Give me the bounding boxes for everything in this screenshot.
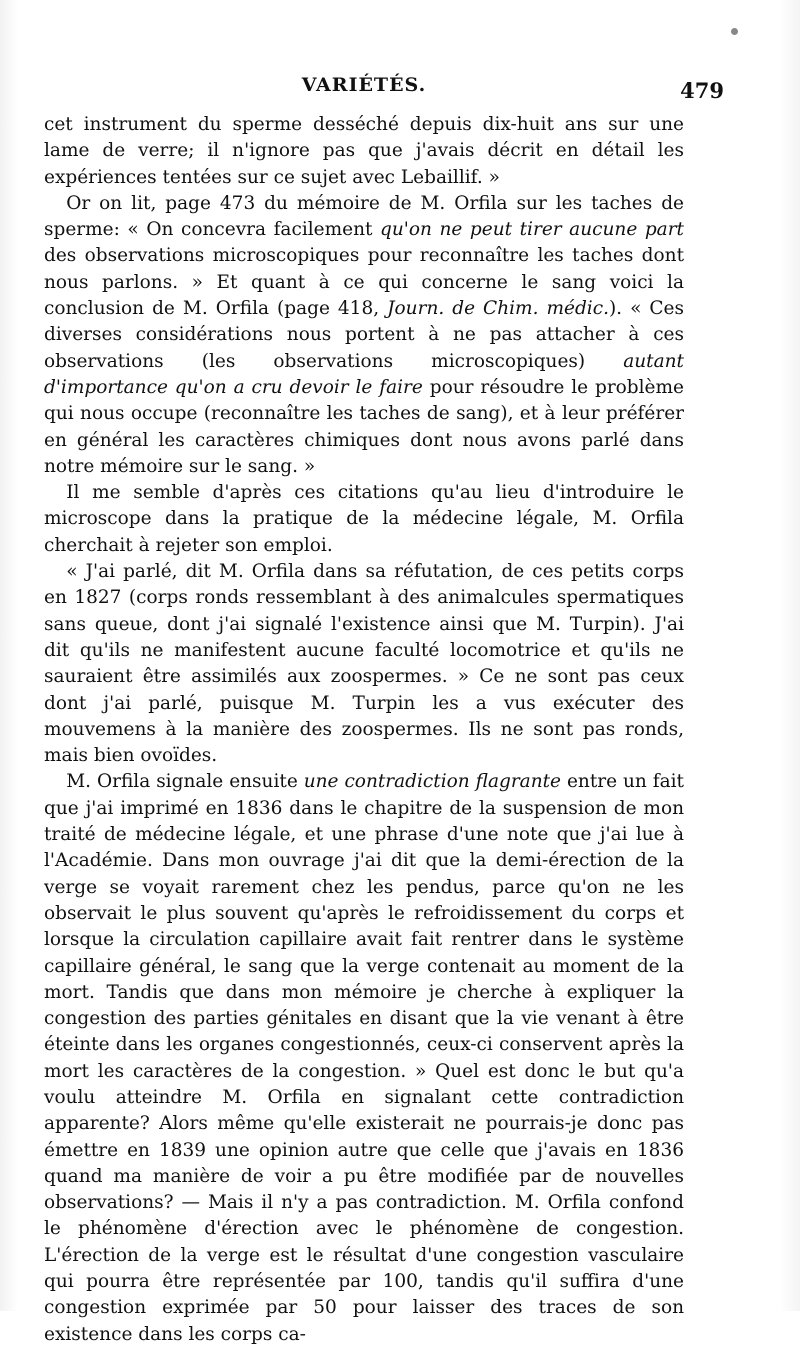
italic-run: autant d'importance qu'on a cru devoir le faire bbox=[44, 350, 684, 398]
italic-run: une contradiction flagrante bbox=[303, 771, 562, 793]
text-run: cet instrument du sperme desséché depuis dix-huit ans sur une lame de verre; il n'ignore pas que j'avais décrit en détail les expériences tentées sur ce sujet avec Lebaillif. » bbox=[44, 114, 684, 188]
italic-run: Journ. de Chim. médic. bbox=[387, 298, 609, 320]
paragraph-5 bbox=[44, 769, 684, 1348]
text-run: pour résoudre le problème qui nous occupe (reconnaître les taches de sang), et à leur préférer en général les caractères chimiques dont nous avons parlé dans notre mémoire sur le sang. » bbox=[44, 376, 684, 477]
body-text bbox=[44, 112, 684, 1348]
page-header bbox=[44, 74, 724, 104]
text-run: entre un fait que j'ai imprimé en 1836 dans le chapitre de la suspension de mon traité de médecine légale, et une phrase d'une note que j'ai lue à l'Académie. Dans mon ouvrage j'ai dit que la demi-érection de la verge se voyait rarement chez les pendus, parce qu'on ne les observait le plus souvent qu'après le refroidissement du corps et lorsque la circulation capillaire avait fait rentrer dans le système capillaire général, le sang que la verge contenait au moment de la mort. Tandis que dans mon mémoire je cherche à expliquer la congestion des parties génitales en disant que la vie venant à être éteinte dans les organes congestionnés, ceux-ci conservent après la mort les caractères de la congestion. » Quel est donc le but qu'a voulu atteindre M. Orfila en signalant cette contradiction apparente? Alors même qu'elle existerait ne pourrais-je donc pas émettre en 1839 une opinion autre que celle que j'avais en 1836 quand ma manière de voir a pu être modifiée par de nouvelles observations? — Mais il n'y a pas contradiction. M. Orfila confond le phénomène d'érection avec le phénomène de congestion. L'érection de la verge est le résultat d'une congestion vasculaire qui pourra être représentée par 100, tandis qu'il suffira d'une congestion exprimée par 50 pour laisser des traces de son existence dans les corps ca- bbox=[44, 771, 684, 1345]
text-run: Or on lit, page 473 du mémoire de M. Orfila sur les taches de sperme: « On concevra facilement bbox=[44, 192, 684, 241]
ink-blot bbox=[731, 28, 738, 35]
text-run: « J'ai parlé, dit M. Orfila dans sa réfutation, de ces petits corps en 1827 (corps ronds ressemblant à des animalcules spermatiques sans queue, dont j'ai signalé l'existence ainsi que M. Turpin). J'ai dit qu'ils ne manifestent aucune faculté locomotrice et qu'ils ne sauraient être assimilés aux zoospermes. » Ce ne sont pas ceux dont j'ai parlé, puisque M. Turpin les a vus exécuter des mouvemens à la manière des zoospermes. Ils ne sont pas ronds, mais bien ovoïdes. bbox=[44, 561, 684, 767]
paragraph-1 bbox=[44, 112, 684, 191]
text-run: M. Orfila signale ensuite bbox=[66, 771, 304, 793]
paragraph-4 bbox=[44, 559, 684, 769]
text-run: des observations microscopiques pour reconnaître les taches dont nous parlons. » Et quant à ce qui concerne le sang voici la conclusion de M. Orfila (page 418, bbox=[44, 245, 684, 320]
paragraph-3 bbox=[44, 480, 684, 559]
paragraph-2 bbox=[44, 191, 684, 480]
italic-run: qu'on ne peut tirer aucune part bbox=[380, 219, 684, 241]
text-run: Il me semble d'après ces citations qu'au lieu d'introduire le microscope dans la pratique de la médecine légale, M. Orfila cherchait à rejeter son emploi. bbox=[44, 482, 684, 556]
text-run: ). « Ces diverses considérations nous portent à ne pas attacher à ces observations (les observations microscopiques) bbox=[44, 298, 685, 372]
running-title: VARIÉTÉS. bbox=[301, 74, 427, 96]
page-number: 479 bbox=[680, 78, 724, 103]
